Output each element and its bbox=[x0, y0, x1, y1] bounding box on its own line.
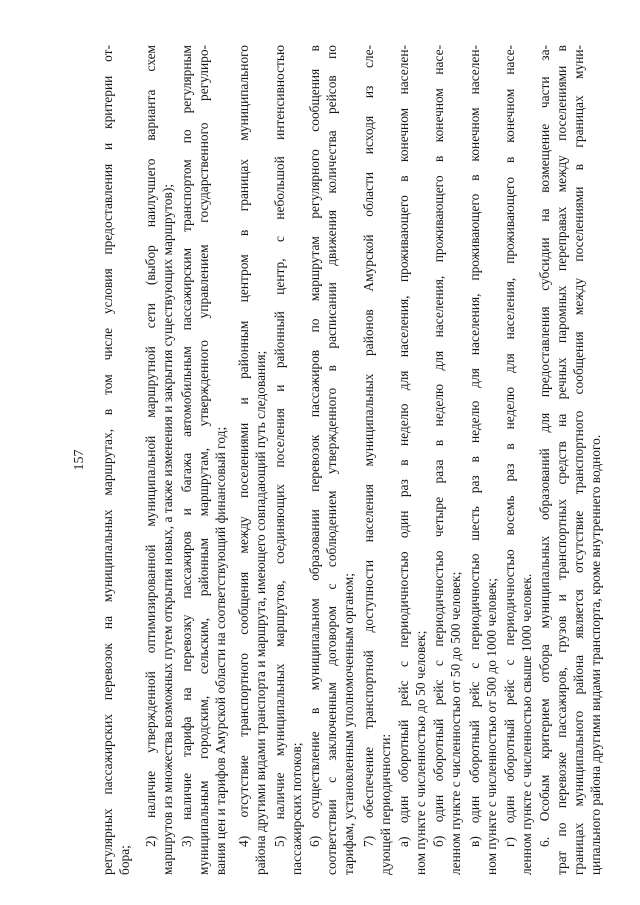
text-line: соответствии с заключенным договором с соблюдением утвержденного в расписании движения количества рейсов по bbox=[324, 45, 339, 875]
text-line: пассажирских потоков; bbox=[289, 742, 304, 875]
text-line: муниципальным городским, сельским, районным маршрутам, утвержденного управлением государственного регулиро- bbox=[196, 45, 211, 875]
text-line: границах муниципального района является отсутствие транспортного сообщения между поселениями в границах муни- bbox=[571, 45, 586, 875]
text-line: района другими видами транспорта и маршрута, имеющего совпадающий путь следования; bbox=[253, 350, 268, 875]
text-line: ленном пункте с численностью свыше 1000 человек. bbox=[519, 573, 534, 875]
text-line: ленном пункте с численностью от 50 до 500 человек; bbox=[448, 571, 463, 875]
text-line: б) один оборотный рейс с периодичностью четыре раза в неделю для населения, проживающего в конечном насе- bbox=[431, 45, 446, 847]
text-line: ципального района другими видами транспорта, кроме внутреннего водного. bbox=[588, 434, 603, 875]
page-number: 157 bbox=[72, 449, 87, 471]
text-line: ном пункте с численностью до 50 человек; bbox=[413, 630, 428, 875]
text-line: а) один оборотный рейс с периодичностью один раз в неделю для населения, проживающего в конечном населен- bbox=[396, 45, 411, 847]
text-line: 6. Особым критерием отбора муниципальных образований для предоставления субсидии на возмещение части за- bbox=[537, 45, 552, 847]
text-line: 4) отсутствие транспортного сообщения между поселениями и районным центром в границах муниципального bbox=[236, 45, 251, 847]
text-line: 6) осуществление в муниципальном образовании перевозок пассажиров по маршрутам регулярного сообщения в bbox=[307, 45, 322, 847]
text-line: 5) наличие муниципальных маршрутов, соединяющих поселения и районный центр, с небольшой интенсивностью bbox=[272, 45, 287, 847]
text-line: дующей периодичности: bbox=[378, 733, 393, 875]
text-line: ном пункте с численностью от 500 до 1000 человек; bbox=[484, 578, 499, 875]
text-line: маршрутов из множества возможных путем открытия новых, а также изменения и закрытия существующих маршрутов); bbox=[160, 183, 175, 875]
text-line: г) один оборотный рейс с периодичностью восемь раз в неделю для населения, проживающего в конечном насе- bbox=[502, 45, 517, 847]
rotated-content bbox=[72, 45, 603, 875]
text-line: в) один оборотный рейс с периодичностью шесть раз в неделю для населения, проживающего в конечном населен- bbox=[467, 45, 482, 847]
text-line: вания цен и тарифов Амурской области на соответствующий финансовый год; bbox=[213, 426, 228, 875]
text-line: регулярных пассажирских перевозок на муниципальных маршрутах, в том числе условия предоставления и критерии от- bbox=[100, 45, 115, 875]
text-line: тарифам, установленным уполномоченным органом; bbox=[341, 573, 356, 875]
text-line: бора; bbox=[117, 845, 132, 875]
text-line: трат по перевозке пассажиров, грузов и транспортных средств на речных паромных переправах между поселениями в bbox=[554, 45, 569, 875]
text-line: 7) обеспечение транспортной доступности населения муниципальных районов Амурской области исходя из сле- bbox=[361, 45, 376, 847]
text-line: 2) наличие утвержденной оптимизированной муниципальной маршрутной сети (выбор наилучшего варианта схем bbox=[143, 45, 158, 847]
text-line: 3) наличие тарифа на перевозку пассажиров и багажа автомобильным пассажирским транспортом по регулярным bbox=[179, 45, 194, 847]
